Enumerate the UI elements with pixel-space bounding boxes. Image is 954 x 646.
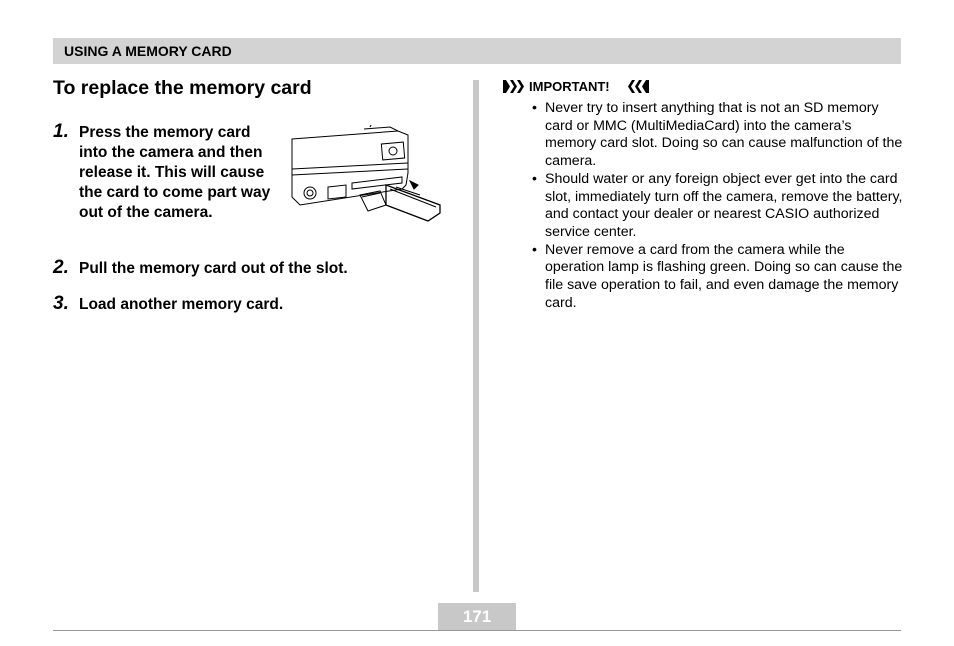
important-right-icon xyxy=(627,80,649,93)
bullet-text: Never remove a card from the camera while the operation lamp is flashing green. Doing so can cause the file save operation to fail, and even damage the memory card. xyxy=(545,241,903,311)
page-number xyxy=(438,603,516,631)
step-number: 2. xyxy=(53,257,69,278)
list-item: • Never remove a card from the camera while the operation lamp is flashing green. Doing so can cause the file save operation to fail, and even damage the memory card. xyxy=(532,241,903,311)
section-title: USING A MEMORY CARD xyxy=(64,43,232,59)
list-item: • Should water or any foreign object ever get into the card slot, immediately turn off the camera, remove the battery, and contact your dealer or nearest CASIO authorized service center. xyxy=(532,170,903,240)
bullet-text: Should water or any foreign object ever get into the card slot, immediately turn off the camera, remove the battery, and contact your dealer or nearest CASIO authorized service center. xyxy=(545,170,903,240)
step-text: Press the memory card into the camera and then release it. This will cause the card to come part way out of the camera. xyxy=(79,124,271,221)
important-left-icon xyxy=(503,80,525,93)
step-number: 3. xyxy=(53,293,69,314)
page-heading: To replace the memory card xyxy=(53,77,312,99)
step-text: Pull the memory card out of the slot. xyxy=(79,260,348,277)
camera-memory-card-illustration xyxy=(290,125,448,225)
bullet-text: Never try to insert anything that is not an SD memory card or MMC (MultiMediaCard) into the camera’s memory card slot. Doing so can cause malfunction of the camera. xyxy=(545,100,903,170)
footer-rule xyxy=(53,630,901,631)
important-label: IMPORTANT! xyxy=(529,79,610,94)
page-number-text: 171 xyxy=(462,607,492,626)
step-text: Load another memory card. xyxy=(79,296,284,313)
step-number: 1. xyxy=(53,121,69,142)
section-header xyxy=(53,38,901,64)
column-divider xyxy=(473,80,479,592)
list-item: • Never try to insert anything that is not an SD memory card or MMC (MultiMediaCard) into the camera’s memory card slot. Doing so can cause malfunction of the camera. xyxy=(532,100,903,170)
important-list xyxy=(532,100,904,312)
